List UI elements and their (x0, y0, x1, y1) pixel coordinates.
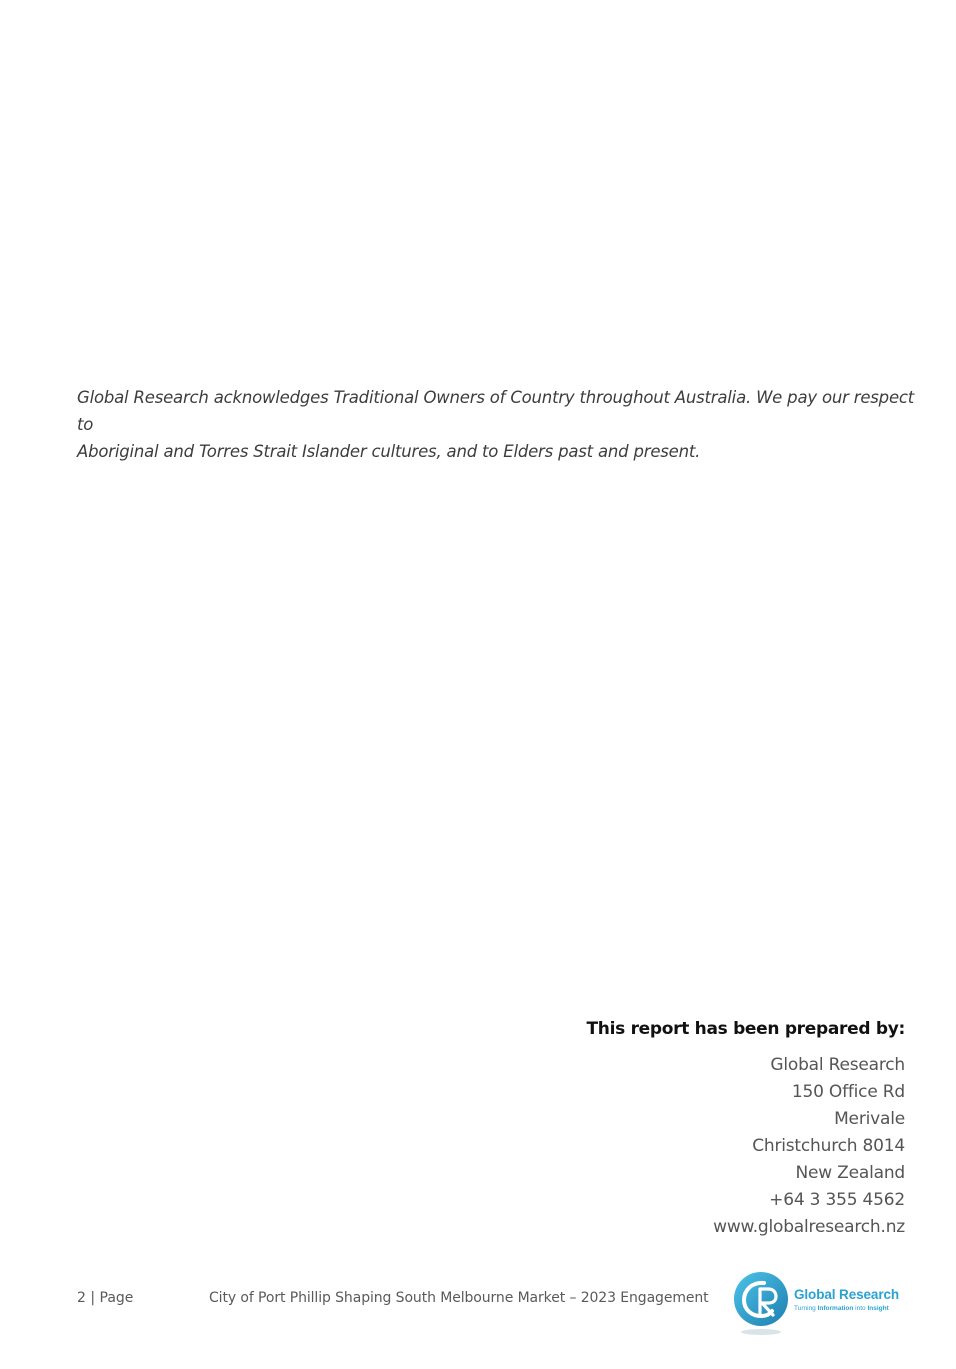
phone-number: +64 3 355 4562 (769, 1190, 905, 1210)
prepared-by-block (587, 1016, 906, 1241)
address-country: New Zealand (795, 1163, 905, 1183)
logo-tagline: Turning Information into Insight (794, 1305, 889, 1312)
prepared-by-heading: This report has been prepared by: (586, 1019, 905, 1039)
global-research-logo (733, 1270, 913, 1342)
logo-company-name: Global Research (794, 1287, 900, 1302)
website-link[interactable]: www.globalresearch.nz (713, 1217, 905, 1237)
global-research-gr-logo-icon (733, 1270, 789, 1336)
acknowledgement-line-1: Global Research acknowledges Traditional Owners of Country throughout Australia. We pay our respect to (77, 388, 915, 434)
acknowledgement-line-2: Aboriginal and Torres Strait Islander cultures, and to Elders past and present. (77, 442, 701, 461)
address-street: 150 Office Rd (791, 1082, 905, 1102)
address-suburb: Merivale (834, 1109, 905, 1129)
footer-document-title: City of Port Phillip Shaping South Melbourne Market – 2023 Engagement (209, 1290, 709, 1306)
acknowledgement-text (77, 384, 917, 465)
company-name: Global Research (770, 1055, 905, 1075)
page-number: 2 | Page (77, 1290, 134, 1306)
address-city: Christchurch 8014 (752, 1136, 905, 1156)
